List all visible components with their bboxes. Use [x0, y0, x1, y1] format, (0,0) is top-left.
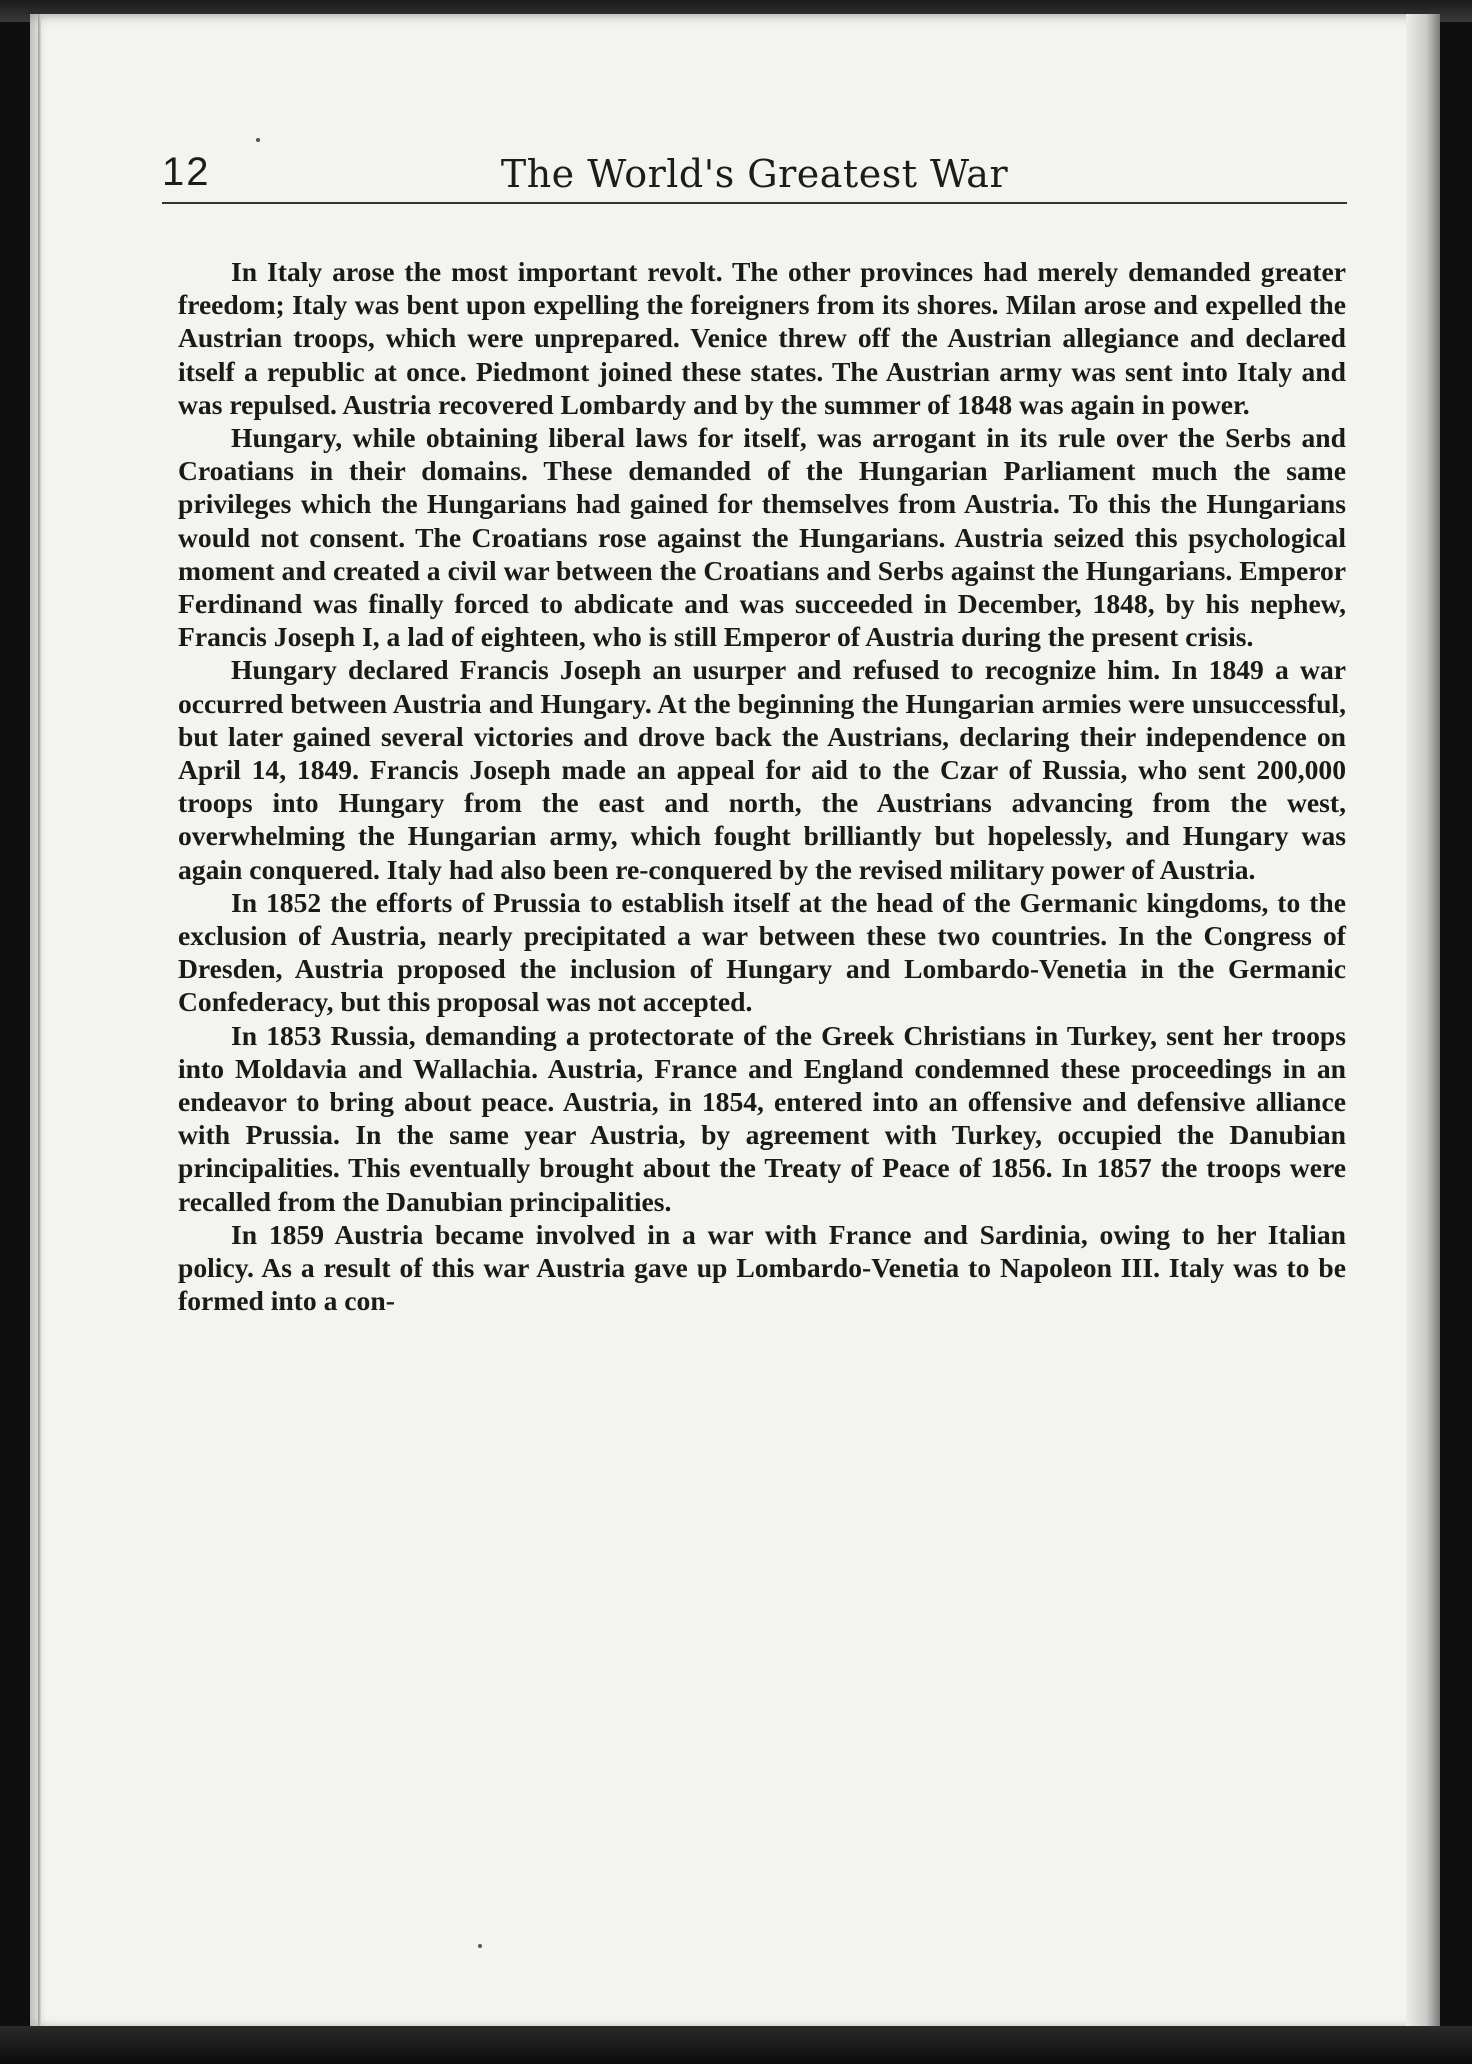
binding-edge: [38, 14, 41, 2030]
page-number: 12: [162, 150, 211, 194]
body-text: [178, 255, 1346, 1318]
scan-bottom-border: [0, 2026, 1472, 2064]
paragraph-hungary-rule: Hungary, while obtaining liberal laws for itself, was arrogant in its rule over the Serbs and Croatians in their domains. These demanded of the Hungarian Parliament much the same privileges which the Hungarians had gained for themselves from Austria. To this the Hungarians would not consent. The Croatians rose against the Hungarians. Austria seized this psychological moment and created a civil war between the Croatians and Serbs against the Hungarians. Emperor Ferdinand was finally forced to abdicate and was succeeded in December, 1848, by his nephew, Francis Joseph I, a lad of eighteen, who is still Emperor of Austria during the present crisis.: [178, 422, 1346, 653]
scan-speck: [256, 138, 260, 142]
scan-speck: [478, 1944, 482, 1948]
paragraph-war-1859: In 1859 Austria became involved in a war with France and Sardinia, owing to her Italian policy. As a result of this war Austria gave up Lombardo-Venetia to Napoleon III. Italy was to be formed into a con-: [178, 1218, 1346, 1317]
page-header: [162, 140, 1347, 204]
paragraph-italy-revolt: In Italy arose the most important revolt. The other provinces had merely demanded greater freedom; Italy was bent upon expelling the foreigners from its shores. Milan arose and expelled the Austrian troops, which were unprepared. Venice threw off the Austrian allegiance and declared itself a republic at once. Piedmont joined these states. The Austrian army was sent into Italy and was repulsed. Austria recovered Lombardy and by the summer of 1848 was again in power.: [178, 256, 1346, 420]
running-title: The World's Greatest War: [500, 152, 1009, 196]
page-right-edge: [1406, 14, 1440, 2030]
paragraph-prussia-1852: In 1852 the efforts of Prussia to establish itself at the head of the Germanic kingdoms, to the exclusion of Austria, nearly precipitated a war between these two countries. In the Congress of Dresden, Austria proposed the inclusion of Hungary and Lombardo-Venetia in the Germanic Confederacy, but this proposal was not accepted.: [178, 886, 1346, 1018]
paragraph-hungary-war: Hungary declared Francis Joseph an usurper and refused to recognize him. In 1849 a war occurred between Austria and Hungary. At the beginning the Hungarian armies were unsuccessful, but later gained several victories and drove back the Austrians, declaring their independence on April 14, 1849. Francis Joseph made an appeal for aid to the Czar of Russia, who sent 200,000 troops into Hungary from the east and north, the Austrians advancing from the west, overwhelming the Hungarian army, which fought brilliantly but hopelessly, and Hungary was again conquered. Italy had also been re-conquered by the revised military power of Austria.: [178, 654, 1346, 885]
paragraph-russia-1853: In 1853 Russia, demanding a protectorate of the Greek Christians in Turkey, sent her troops into Moldavia and Wallachia. Austria, France and England condemned these proceedings in an endeavor to bring about peace. Austria, in 1854, entered into an offensive and defensive alliance with Prussia. In the same year Austria, by agreement with Turkey, occupied the Danubian principalities. This eventually brought about the Treaty of Peace of 1856. In 1857 the troops were recalled from the Danubian principalities.: [178, 1019, 1346, 1217]
